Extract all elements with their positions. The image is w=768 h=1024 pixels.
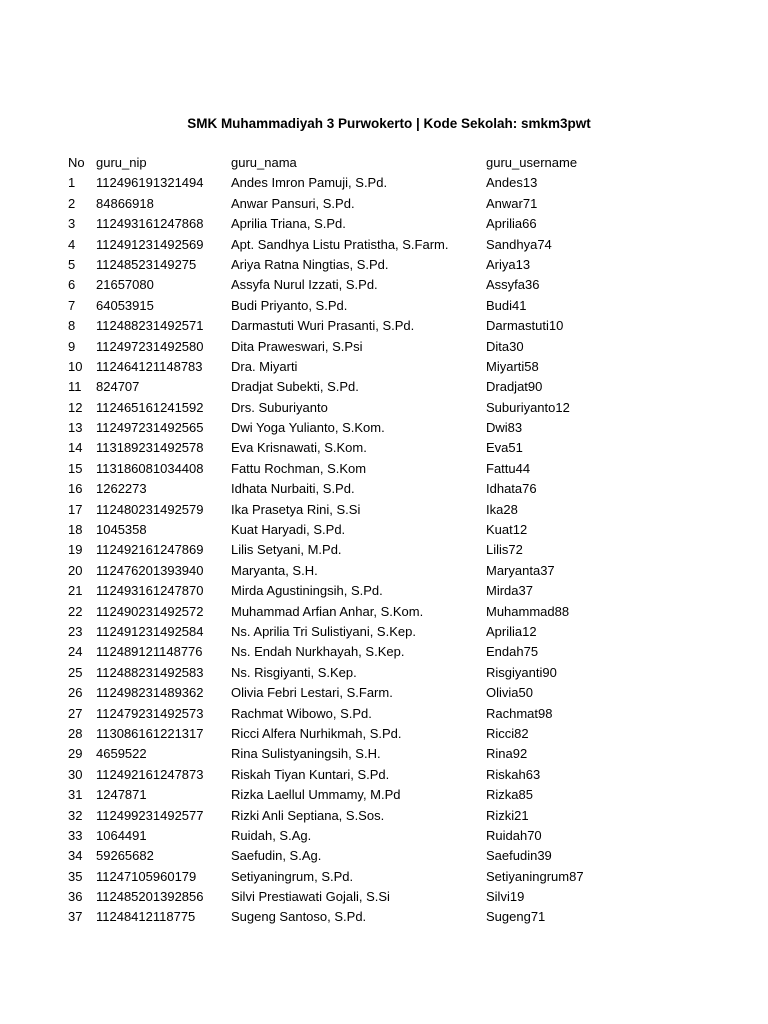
cell-guru-nip: 112488231492571 [96,318,204,334]
cell-guru-nip: 113186081034408 [96,460,204,476]
cell-guru-username: Rizka85 [486,787,533,803]
cell-guru-nama: Ricci Alfera Nurhikmah, S.Pd. [231,725,402,741]
cell-guru-username: Dwi83 [486,420,523,436]
cell-no: 10 [68,358,83,374]
cell-no: 24 [68,644,83,660]
cell-guru-nama: Ika Prasetya Rini, S.Si [231,501,361,517]
cell-guru-nama: Anwar Pansuri, S.Pd. [231,195,355,211]
cell-no: 1 [68,175,76,191]
cell-guru-nip: 112491231492584 [96,623,204,639]
cell-no: 28 [68,725,83,741]
cell-guru-nama: Ns. Endah Nurkhayah, S.Kep. [231,644,405,660]
cell-guru-username: Sandhya74 [486,236,552,252]
cell-guru-username: Ruidah70 [486,827,542,843]
cell-guru-username: Miyarti58 [486,358,539,374]
cell-guru-username: Rizki21 [486,807,529,823]
cell-guru-username: Fattu44 [486,460,531,476]
cell-no: 5 [68,256,76,272]
cell-guru-nama: Dradjat Subekti, S.Pd. [231,379,359,395]
cell-no: 33 [68,827,83,843]
cell-guru-nip: 112485201392856 [96,889,204,905]
cell-guru-username: Lilis72 [486,542,523,558]
cell-guru-nama: Assyfa Nurul Izzati, S.Pd. [231,277,378,293]
cell-no: 13 [68,420,83,436]
cell-guru-nama: Ruidah, S.Ag. [231,827,312,843]
cell-guru-nip: 112465161241592 [96,399,204,415]
cell-guru-nama: Dita Praweswari, S.Psi [231,338,363,354]
page-title: SMK Muhammadiyah 3 Purwokerto | Kode Sekolah: smkm3pwt [187,116,591,131]
cell-guru-nama: Ns. Aprilia Tri Sulistiyani, S.Kep. [231,623,416,639]
cell-no: 17 [68,501,83,517]
cell-guru-username: Ika28 [486,501,518,517]
cell-guru-nama: Ariya Ratna Ningtias, S.Pd. [231,256,389,272]
cell-no: 30 [68,766,83,782]
cell-guru-nama: Silvi Prestiawati Gojali, S.Si [231,889,390,905]
cell-guru-username: Saefudin39 [486,848,552,864]
cell-no: 21 [68,583,83,599]
cell-guru-nama: Sugeng Santoso, S.Pd. [231,909,367,925]
cell-guru-nip: 112493161247870 [96,583,204,599]
cell-guru-nip: 1045358 [96,522,147,538]
cell-guru-username: Muhammad88 [486,603,570,619]
header-guru-username: guru_username [486,155,578,170]
cell-guru-username: Kuat12 [486,522,528,538]
cell-no: 22 [68,603,83,619]
cell-guru-nama: Kuat Haryadi, S.Pd. [231,522,346,538]
cell-guru-nama: Apt. Sandhya Listu Pratistha, S.Farm. [231,236,449,252]
cell-guru-nama: Lilis Setyani, M.Pd. [231,542,342,558]
cell-no: 12 [68,399,83,415]
cell-guru-nama: Ns. Risgiyanti, S.Kep. [231,664,357,680]
cell-guru-username: Mirda37 [486,583,533,599]
cell-no: 19 [68,542,83,558]
cell-no: 2 [68,195,76,211]
cell-guru-nama: Darmastuti Wuri Prasanti, S.Pd. [231,318,415,334]
cell-guru-nip: 112496191321494 [96,175,204,191]
cell-guru-nama: Drs. Suburiyanto [231,399,328,415]
cell-guru-username: Rachmat98 [486,705,553,721]
cell-guru-nip: 59265682 [96,848,154,864]
cell-guru-nip: 1064491 [96,827,147,843]
cell-guru-username: Aprilia12 [486,623,537,639]
cell-guru-nip: 112493161247868 [96,216,204,232]
cell-no: 9 [68,338,76,354]
cell-guru-nip: 112499231492577 [96,807,204,823]
cell-guru-nama: Rizki Anli Septiana, S.Sos. [231,807,385,823]
cell-guru-nip: 84866918 [96,195,154,211]
header-no: No [68,155,85,170]
cell-guru-nip: 112492161247873 [96,766,204,782]
cell-guru-username: Idhata76 [486,481,537,497]
cell-guru-nama: Rachmat Wibowo, S.Pd. [231,705,372,721]
cell-no: 8 [68,318,76,334]
cell-guru-username: Dradjat90 [486,379,543,395]
cell-guru-nip: 112497231492565 [96,420,204,436]
cell-no: 14 [68,440,83,456]
cell-guru-nama: Mirda Agustiningsih, S.Pd. [231,583,383,599]
cell-no: 35 [68,868,83,884]
cell-no: 29 [68,746,83,762]
cell-guru-nip: 112480231492579 [96,501,204,517]
cell-guru-nip: 112490231492572 [96,603,204,619]
cell-guru-username: Maryanta37 [486,562,555,578]
cell-guru-username: Budi41 [486,297,527,313]
header-guru-nama: guru_nama [231,155,297,170]
cell-guru-username: Aprilia66 [486,216,537,232]
cell-guru-nip: 112491231492569 [96,236,204,252]
cell-guru-nip: 4659522 [96,746,147,762]
cell-guru-nip: 21657080 [96,277,154,293]
cell-guru-username: Suburiyanto12 [486,399,570,415]
header-guru-nip: guru_nip [96,155,147,170]
cell-guru-nip: 11247105960179 [96,868,197,884]
cell-guru-nama: Muhammad Arfian Anhar, S.Kom. [231,603,424,619]
cell-no: 18 [68,522,83,538]
cell-guru-nip: 11248523149275 [96,256,197,272]
cell-guru-username: Eva51 [486,440,523,456]
cell-guru-nama: Saefudin, S.Ag. [231,848,322,864]
cell-no: 16 [68,481,83,497]
cell-guru-username: Rina92 [486,746,528,762]
cell-guru-username: Setiyaningrum87 [486,868,584,884]
cell-no: 7 [68,297,76,313]
cell-guru-nip: 113189231492578 [96,440,204,456]
cell-guru-username: Sugeng71 [486,909,546,925]
cell-guru-username: Darmastuti10 [486,318,564,334]
cell-no: 37 [68,909,83,925]
cell-guru-nama: Riskah Tiyan Kuntari, S.Pd. [231,766,390,782]
cell-guru-username: Assyfa36 [486,277,540,293]
cell-guru-nip: 1247871 [96,787,147,803]
cell-guru-nama: Dra. Miyarti [231,358,298,374]
cell-no: 26 [68,685,83,701]
cell-guru-nip: 824707 [96,379,140,395]
cell-no: 4 [68,236,76,252]
cell-guru-username: Risgiyanti90 [486,664,557,680]
cell-guru-username: Anwar71 [486,195,538,211]
cell-guru-username: Ariya13 [486,256,531,272]
cell-guru-username: Andes13 [486,175,538,191]
cell-no: 3 [68,216,76,232]
cell-no: 25 [68,664,83,680]
cell-guru-nama: Eva Krisnawati, S.Kom. [231,440,367,456]
cell-guru-username: Riskah63 [486,766,541,782]
cell-no: 32 [68,807,83,823]
cell-guru-nip: 112492161247869 [96,542,204,558]
cell-guru-nip: 64053915 [96,297,154,313]
cell-guru-nip: 112498231489362 [96,685,204,701]
cell-guru-nip: 112464121148783 [96,358,203,374]
cell-guru-nama: Rina Sulistyaningsih, S.H. [231,746,381,762]
cell-guru-username: Silvi19 [486,889,525,905]
cell-guru-nama: Setiyaningrum, S.Pd. [231,868,354,884]
cell-no: 27 [68,705,83,721]
cell-guru-nama: Aprilia Triana, S.Pd. [231,216,346,232]
cell-guru-nama: Budi Priyanto, S.Pd. [231,297,348,313]
cell-guru-nama: Olivia Febri Lestari, S.Farm. [231,685,393,701]
cell-guru-nama: Andes Imron Pamuji, S.Pd. [231,175,388,191]
cell-guru-nip: 1262273 [96,481,147,497]
cell-guru-nama: Fattu Rochman, S.Kom [231,460,367,476]
cell-guru-nip: 112489121148776 [96,644,203,660]
cell-no: 15 [68,460,83,476]
cell-guru-nama: Idhata Nurbaiti, S.Pd. [231,481,355,497]
cell-no: 36 [68,889,83,905]
cell-no: 11 [68,379,82,395]
cell-guru-username: Ricci82 [486,725,529,741]
cell-guru-nip: 112488231492583 [96,664,204,680]
cell-no: 23 [68,623,83,639]
cell-guru-username: Endah75 [486,644,539,660]
cell-guru-nip: 112476201393940 [96,562,204,578]
cell-guru-nip: 11248412118775 [96,909,196,925]
cell-no: 31 [68,787,83,803]
cell-no: 34 [68,848,83,864]
cell-guru-nama: Maryanta, S.H. [231,562,318,578]
cell-guru-nip: 112479231492573 [96,705,204,721]
cell-guru-username: Olivia50 [486,685,533,701]
cell-guru-nama: Dwi Yoga Yulianto, S.Kom. [231,420,385,436]
cell-no: 20 [68,562,83,578]
cell-guru-username: Dita30 [486,338,524,354]
cell-guru-nip: 113086161221317 [96,725,204,741]
cell-guru-nama: Rizka Laellul Ummamy, M.Pd [231,787,401,803]
cell-no: 6 [68,277,76,293]
cell-guru-nip: 112497231492580 [96,338,204,354]
